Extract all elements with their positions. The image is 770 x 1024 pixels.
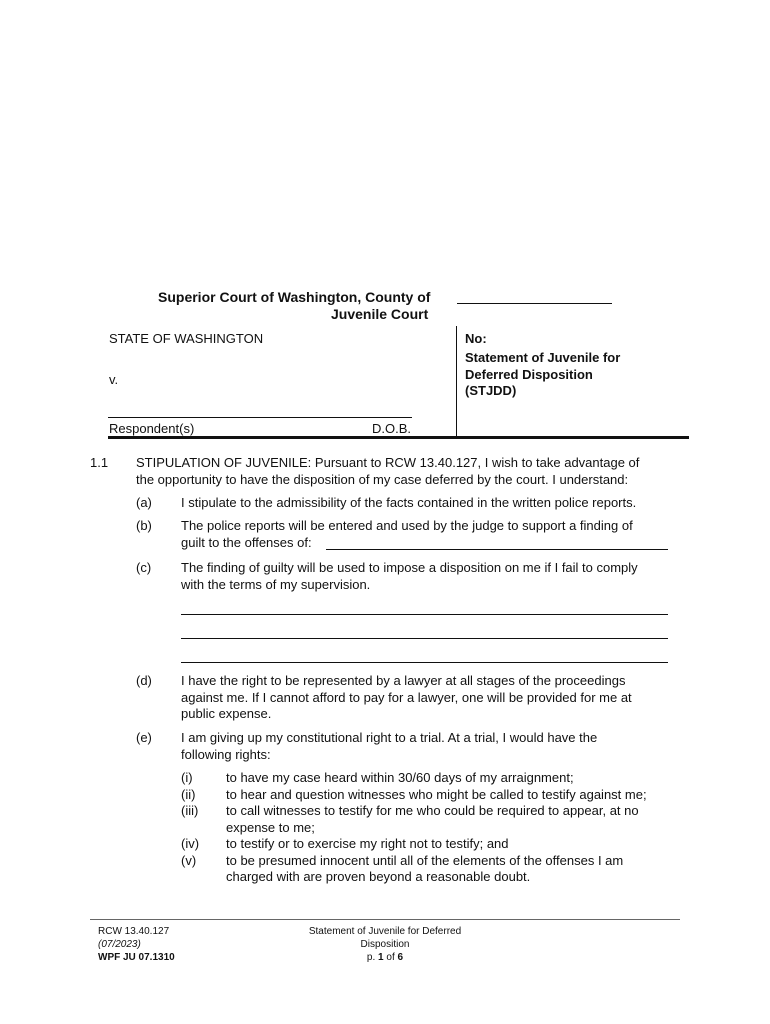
page-prefix: p. [366, 952, 376, 963]
footer-page-number [285, 951, 485, 964]
item-line: against me. If I cannot afford to pay for a lawyer, one will be provided for me at [181, 689, 632, 705]
rights-labels [181, 770, 199, 869]
right-line: to call witnesses to testify for me who could be required to appear, at no [226, 803, 639, 818]
page-current: 1 [378, 952, 384, 963]
supervision-blank-line[interactable] [181, 638, 668, 639]
document-title-line: (STJDD) [465, 383, 517, 398]
caption-vertical-divider [456, 326, 457, 436]
supervision-blank-line[interactable] [181, 614, 668, 615]
case-number-label: No: [465, 331, 487, 346]
item-line: I stipulate to the admissibility of the facts contained in the written police reports. [181, 495, 637, 510]
right-label: (ii) [181, 786, 196, 802]
item-label: (c) [136, 560, 152, 575]
right-label-spacer [181, 820, 199, 837]
footer-rcw: RCW 13.40.127 [98, 926, 170, 937]
item-label: (b) [136, 518, 152, 533]
document-title-line: Deferred Disposition [465, 366, 593, 382]
court-heading-text: Superior Court of Washington, County of [158, 289, 431, 305]
item-line: with the terms of my supervision. [181, 576, 371, 592]
dob-label: D.O.B. [372, 421, 412, 436]
county-blank[interactable] [457, 289, 612, 304]
document-title [465, 350, 620, 400]
item-line: The finding of guilty will be used to impose a disposition on me if I fail to comply [181, 560, 638, 575]
right-label: (iv) [181, 836, 200, 851]
footer-rule [90, 919, 680, 920]
right-line: to have my case heard within 30/60 days of my arraignment; [226, 770, 574, 785]
item-text [181, 673, 632, 723]
item-line: following rights: [181, 746, 271, 762]
section-intro-text: Pursuant to RCW 13.40.127, I wish to take advantage of [314, 455, 640, 470]
item-text [181, 495, 636, 512]
footer-title-line: Disposition [360, 939, 410, 950]
section-number: 1.1 [90, 455, 109, 470]
footer-title-line: Statement of Juvenile for Deferred [308, 926, 462, 937]
item-line: I have the right to be represented by a lawyer at all stages of the proceedings [181, 673, 626, 688]
court-subheading: Juvenile Court [331, 306, 429, 322]
section-intro-line: the opportunity to have the disposition of my case deferred by the court. I understand: [136, 471, 629, 487]
document-title-line: Statement of Juvenile for [465, 350, 621, 365]
item-label: (a) [136, 495, 152, 510]
right-line: to testify or to exercise my right not to testify; and [226, 836, 509, 851]
item-text [181, 730, 597, 763]
right-line: charged with are proven beyond a reasonable doubt. [226, 869, 531, 884]
right-label: (i) [181, 770, 193, 785]
section-intro [136, 455, 696, 488]
item-line: guilt to the offenses of: [181, 534, 312, 550]
section-heading: STIPULATION OF JUVENILE: [136, 455, 312, 470]
right-line: expense to me; [226, 819, 315, 835]
respondent-label: Respondent(s) [109, 421, 195, 436]
item-label: (d) [136, 673, 152, 688]
item-line: I am giving up my constitutional right to a trial. At a trial, I would have the [181, 730, 598, 745]
right-line: to hear and question witnesses who might be called to testify against me; [226, 786, 647, 802]
rights-text [226, 770, 647, 886]
right-label: (iii) [181, 803, 199, 818]
item-line: The police reports will be entered and used by the judge to support a finding of [181, 518, 633, 533]
footer-form-id: WPF JU 07.1310 [98, 952, 175, 963]
page-of: of [386, 952, 395, 963]
offenses-blank[interactable] [326, 535, 668, 550]
footer-left [98, 925, 175, 964]
section-intro-line [136, 455, 696, 472]
right-line: to be presumed innocent until all of the elements of the offenses I am [226, 852, 624, 868]
footer-date: (07/2023) [98, 939, 141, 950]
court-heading [158, 289, 430, 305]
page-total: 6 [397, 952, 404, 963]
caption-horizontal-rule [108, 436, 689, 439]
plaintiff-name: STATE OF WASHINGTON [109, 331, 264, 346]
item-line: public expense. [181, 706, 272, 721]
item-text [181, 560, 638, 593]
right-label: (v) [181, 852, 197, 868]
footer-center [285, 925, 485, 964]
versus-label: v. [109, 372, 119, 387]
supervision-blank-line[interactable] [181, 662, 668, 663]
respondent-blank[interactable] [108, 403, 412, 418]
item-label: (e) [136, 730, 152, 745]
